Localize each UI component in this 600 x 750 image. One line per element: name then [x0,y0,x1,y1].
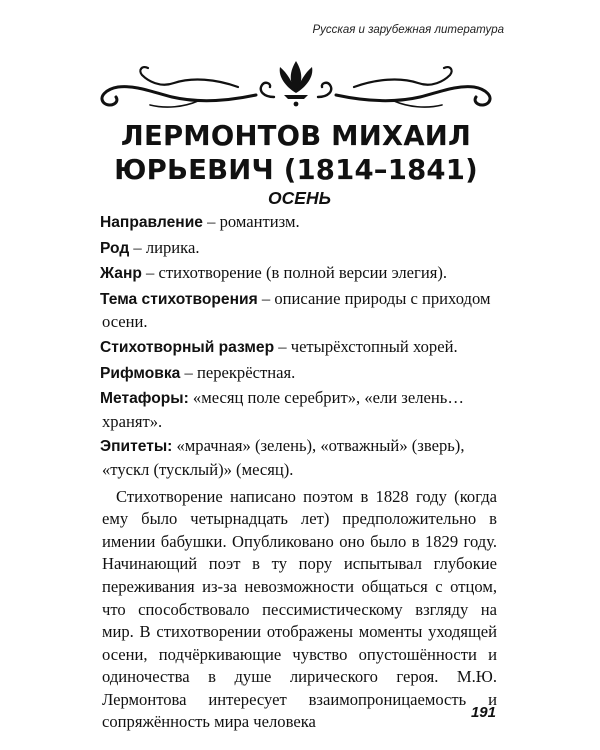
attribute-kind [102,237,497,261]
attribute-epithets [102,435,497,481]
attribute-term: Эпитеты: [100,438,173,456]
attribute-direction [102,211,497,235]
body-paragraph: Стихотворение написано поэтом в 1828 году (когда ему было четырнадцать лет) предположительно в имении бабушки. Опубликовано оно было в 1829 году. Начинающий поэт в ту пору испытывал глубокие переживания из-за невозможности общаться с отцом, что способствовало пессимистическому взгляду на мир. В стихотворении отображены моменты уходящей осени, подчёркивающие чувство опустошённости и одиночества в душе лирического героя. М.Ю. Лермонтова интересует взаимопроницаемость и сопряжённость мира человека [102,486,497,732]
attribute-rhyme [102,362,497,386]
attribute-value: «месяц поле серебрит», «ели зелень…хранят». [102,388,464,431]
attribute-value: – стихотворение (в полной версии элегия). [141,263,448,283]
chapter-title [88,119,504,187]
attribute-theme [102,288,497,334]
attribute-term: Направление [100,214,203,231]
floral-flourish-divider-icon [88,57,504,111]
page-number: 191 [470,704,496,721]
chapter-title-line-2: ЮРЬЕВИЧ (1814–1841) [114,154,478,186]
attribute-term: Жанр [100,265,142,283]
attribute-term: Метафоры: [100,390,189,408]
attribute-value: – четырёхстопный хорей. [274,336,458,356]
page-content [102,186,497,734]
attribute-value: – романтизм. [202,212,300,231]
attribute-meter [102,336,497,360]
attribute-value: «мрачная» (зелень), «отважный» (зверь), «тускл (тусклый)» (месяц). [102,436,465,479]
attribute-genre [102,262,497,286]
attribute-value: – перекрёстная. [180,362,296,382]
attribute-metaphors [102,387,497,433]
attribute-term: Стихотворный размер [100,338,275,356]
chapter-title-line-1: ЛЕРМОНТОВ МИХАИЛ [120,120,472,152]
attribute-term: Тема стихотворения [100,290,258,308]
attribute-value: – описание природы с приходом осени. [102,288,491,332]
running-head: Русская и зарубежная литература [312,24,504,36]
attribute-term: Род [100,239,130,257]
attribute-value: – лирика. [129,237,200,257]
poem-title: ОСЕНЬ [268,188,331,208]
attribute-term: Рифмовка [100,364,181,382]
